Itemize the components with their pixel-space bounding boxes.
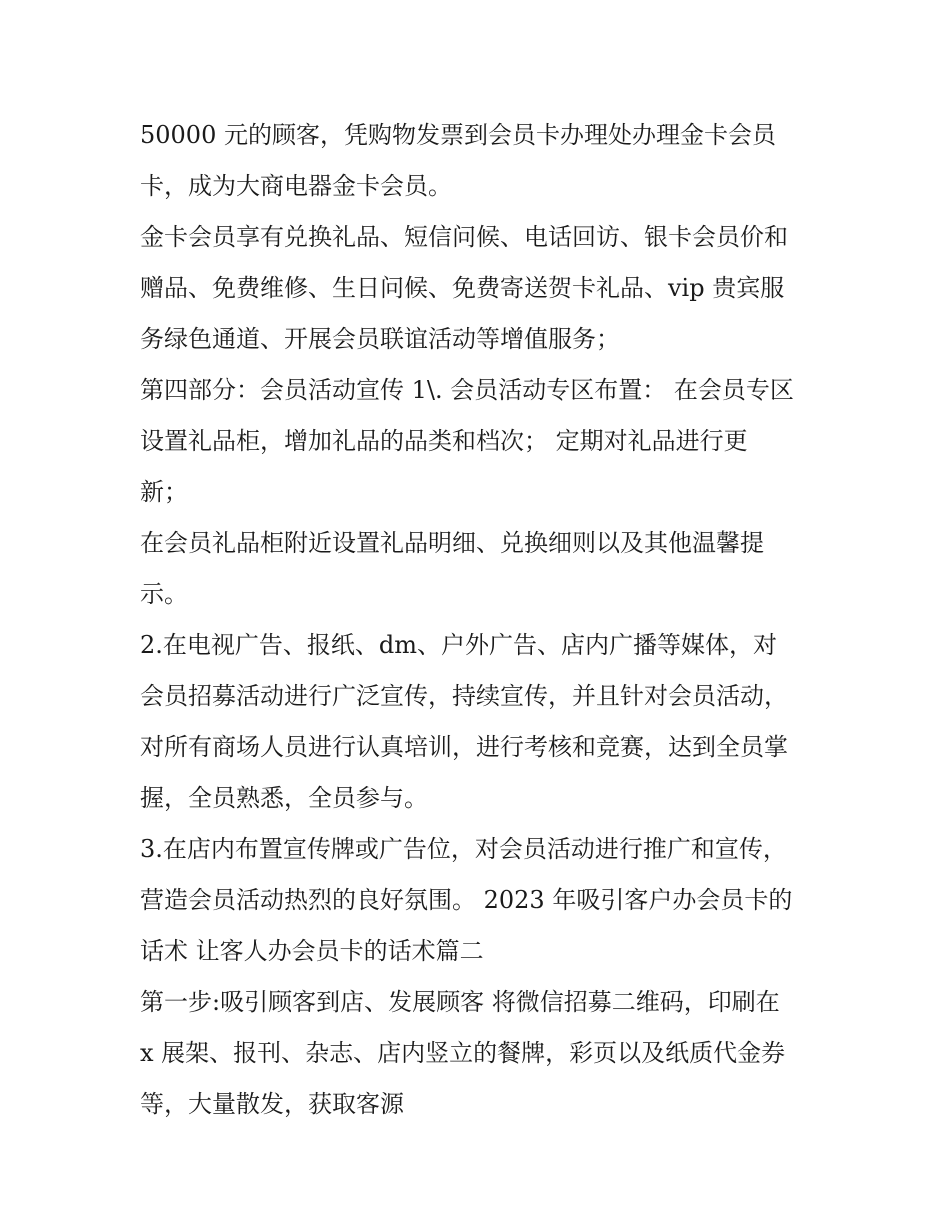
text-line: 卡，成为大商电器金卡会员。 [140, 172, 452, 200]
text-line: x 展架、报刊、杂志、店内竖立的餐牌，彩页以及纸质代金券 [140, 1039, 786, 1067]
text-line: 50000 元的顾客，凭购物发票到会员卡办理处办理金卡会员 [140, 121, 776, 149]
text-line: 3.在店内布置宣传牌或广告位，对会员活动进行推广和宣传， [140, 835, 787, 863]
text-line: 话术 让客人办会员卡的话术篇二 [140, 937, 484, 965]
text-line: 会员招募活动进行广泛宣传，持续宣传，并且针对会员活动， [140, 682, 788, 710]
text-line: 对所有商场人员进行认真培训，进行考核和竞赛，达到全员掌 [140, 733, 788, 761]
text-line: 务绿色通道、开展会员联谊活动等增值服务； [140, 325, 620, 353]
text-line: 2.在电视广告、报纸、dm、户外广告、店内广播等媒体，对 [140, 631, 778, 659]
text-line: 等，大量散发，获取客源 [140, 1090, 404, 1118]
text-line: 赠品、免费维修、生日问候、免费寄送贺卡礼品、vip 贵宾服 [140, 274, 785, 302]
text-line: 握，全员熟悉，全员参与。 [140, 784, 428, 812]
text-line: 设置礼品柜，增加礼品的品类和档次； 定期对礼品进行更 [140, 427, 748, 455]
text-line: 第一步:吸引顾客到店、发展顾客 将微信招募二维码，印刷在 [140, 988, 780, 1016]
text-line: 金卡会员享有兑换礼品、短信问候、电话回访、银卡会员价和 [140, 223, 788, 251]
text-line: 在会员礼品柜附近设置礼品明细、兑换细则以及其他温馨提 [140, 529, 764, 557]
text-line: 新； [140, 478, 188, 506]
document-body [140, 110, 820, 1130]
text-line: 第四部分：会员活动宣传 1\. 会员活动专区布置： 在会员专区 [140, 376, 794, 404]
text-line: 示。 [140, 580, 188, 608]
text-line: 营造会员活动热烈的良好氛围。 2023 年吸引客户办会员卡的 [140, 886, 793, 914]
